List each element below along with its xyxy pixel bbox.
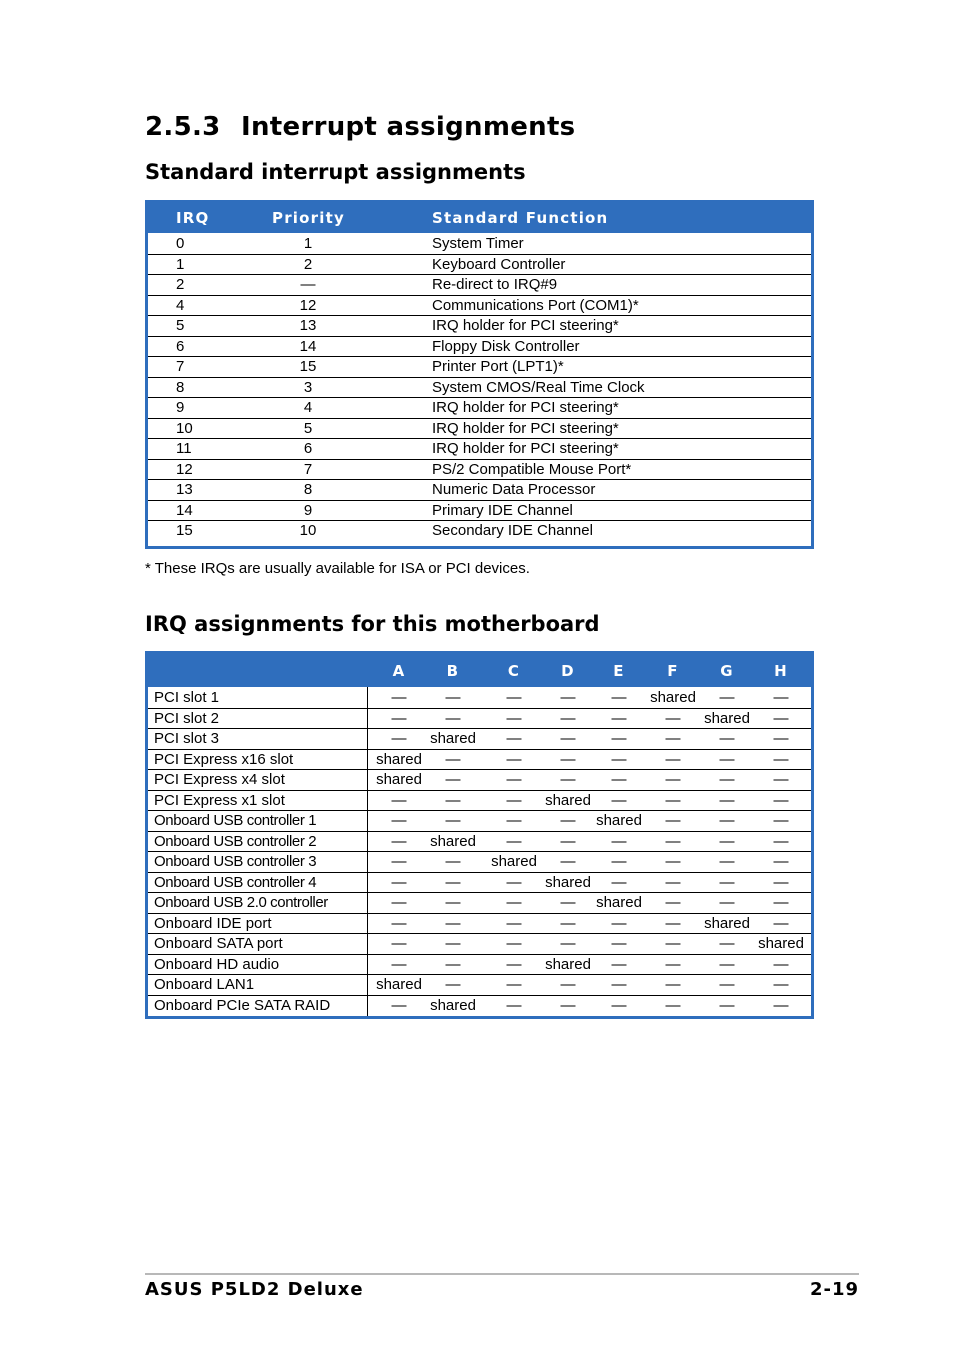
assignment-cell: — [773,976,789,994]
function-cell: PS/2 Compatible Mouse Port* [432,460,632,478]
standard-irq-table [145,200,814,549]
standard-table-header [148,203,811,233]
table-row [148,872,811,893]
function-cell: IRQ holder for PCI steering* [432,317,619,335]
priority-cell: 3 [303,378,313,396]
assignment-cell: — [506,894,522,912]
header-function: Standard Function [432,209,609,227]
table-row [148,974,811,995]
assignment-cell: — [506,935,522,953]
assignment-cell: — [391,709,407,727]
assignment-cell: — [560,750,576,768]
assignment-cell: shared [376,771,422,789]
assignment-cell: — [506,873,522,891]
assignment-cell: shared [596,812,642,830]
assignment-cell: — [773,812,789,830]
device-cell: Onboard USB 2.0 controller [154,894,328,912]
irq-cell: 9 [176,399,185,417]
assignment-cell: shared [650,688,696,706]
table-row [148,687,811,708]
function-cell: System CMOS/Real Time Clock [432,378,645,396]
assignment-cell: — [445,914,461,932]
device-cell: PCI Express x1 slot [154,791,285,809]
function-cell: Primary IDE Channel [432,501,573,519]
column-header: A [392,661,406,680]
irq-cell: 8 [176,378,185,396]
assignment-cell: — [773,996,789,1014]
section-title [145,112,575,142]
priority-cell: 6 [303,440,313,458]
assignment-cell: — [665,935,681,953]
assignment-cell: — [773,894,789,912]
function-cell: IRQ holder for PCI steering* [432,419,619,437]
assignment-cell: shared [545,955,591,973]
footnote: * These IRQs are usually available for ISA or PCI devices. [145,560,530,577]
assignment-cell: — [445,771,461,789]
assignment-cell: — [719,955,735,973]
assignment-cell: — [611,955,627,973]
column-header: F [667,661,679,680]
priority-cell: 13 [299,317,317,335]
assignment-cell: — [391,955,407,973]
assignment-cell: — [560,832,576,850]
function-cell: Printer Port (LPT1)* [432,358,564,376]
assignment-cell: — [506,832,522,850]
assignment-cell: shared [430,730,476,748]
assignment-cell: — [665,976,681,994]
assignment-cell: — [773,914,789,932]
table-row [148,933,811,954]
assignment-cell: — [611,873,627,891]
assignment-cell: — [391,996,407,1014]
footer-divider [145,1273,859,1275]
column-header: D [561,661,575,680]
function-cell: IRQ holder for PCI steering* [432,440,619,458]
assignment-cell: — [391,791,407,809]
irq-cell: 1 [176,255,185,273]
assignment-cell: — [560,894,576,912]
assignment-cell: — [665,894,681,912]
device-cell: PCI slot 1 [154,688,220,706]
board-table-header [148,654,811,687]
assignment-cell: — [665,853,681,871]
assignment-cell: — [560,853,576,871]
board-irq-table [145,651,814,1019]
assignment-cell: — [506,730,522,748]
assignment-cell: shared [596,894,642,912]
assignment-cell: — [773,853,789,871]
assignment-cell: — [506,812,522,830]
assignment-cell: — [665,771,681,789]
device-cell: PCI slot 2 [154,709,220,727]
assignment-cell: — [773,730,789,748]
column-header: C [507,661,521,680]
device-cell: Onboard LAN1 [154,976,255,994]
table-row [148,418,811,439]
table-row [148,500,811,521]
table-row [148,356,811,377]
assignment-cell: — [391,730,407,748]
assignment-cell: — [506,996,522,1014]
table-row [148,336,811,357]
header-irq: IRQ [176,209,210,227]
function-cell: System Timer [432,234,524,252]
assignment-cell: — [506,976,522,994]
assignment-cell: — [665,791,681,809]
priority-cell: 2 [303,255,313,273]
footer-product: ASUS P5LD2 Deluxe [145,1279,364,1300]
board-table-body [148,687,811,1015]
assignment-cell: — [611,935,627,953]
assignment-cell: — [611,730,627,748]
column-header: E [613,661,625,680]
assignment-cell: — [773,791,789,809]
board-heading: IRQ assignments for this motherboard [145,612,600,636]
assignment-cell: — [506,750,522,768]
assignment-cell: — [560,730,576,748]
assignment-cell: — [506,709,522,727]
device-cell: Onboard HD audio [154,955,280,973]
section-title-text: Interrupt assignments [241,112,576,142]
assignment-cell: — [719,976,735,994]
priority-cell: 12 [299,296,317,314]
function-cell: Secondary IDE Channel [432,522,593,540]
assignment-cell: — [445,709,461,727]
assignment-cell: shared [545,873,591,891]
assignment-cell: — [665,812,681,830]
assignment-cell: — [773,873,789,891]
device-cell: Onboard USB controller 3 [154,853,317,871]
table-row [148,459,811,480]
assignment-cell: shared [376,976,422,994]
device-cell: Onboard IDE port [154,914,272,932]
assignment-cell: — [445,955,461,973]
table-row [148,995,811,1016]
assignment-cell: shared [704,914,750,932]
function-cell: Floppy Disk Controller [432,337,580,355]
assignment-cell: shared [430,996,476,1014]
column-header: H [774,661,788,680]
assignment-cell: — [391,873,407,891]
device-cell: Onboard SATA port [154,935,283,953]
irq-cell: 5 [176,317,185,335]
column-header: B [446,661,460,680]
table-row [148,831,811,852]
table-row [148,851,811,872]
function-cell: Numeric Data Processor [432,481,596,499]
irq-cell: 12 [176,460,193,478]
priority-cell: 9 [303,501,313,519]
assignment-cell: — [773,771,789,789]
table-row [148,708,811,729]
assignment-cell: — [445,873,461,891]
assignment-cell: — [445,750,461,768]
assignment-cell: — [665,955,681,973]
device-cell: PCI Express x16 slot [154,750,294,768]
assignment-cell: — [719,771,735,789]
table-row [148,913,811,934]
assignment-cell: — [560,976,576,994]
header-priority: Priority [272,209,345,227]
irq-cell: 10 [176,419,193,437]
assignment-cell: shared [376,750,422,768]
assignment-cell: — [445,976,461,994]
priority-cell: 10 [299,522,317,540]
assignment-cell: — [773,750,789,768]
footer-page-number: 2-19 [809,1279,859,1300]
assignment-cell: — [560,996,576,1014]
assignment-cell: — [665,996,681,1014]
priority-cell: 5 [303,419,313,437]
device-cell: Onboard USB controller 1 [154,812,317,830]
assignment-cell: — [719,996,735,1014]
priority-cell: 1 [303,234,313,252]
table-row [148,377,811,398]
assignment-cell: shared [430,832,476,850]
priority-cell: 14 [299,337,317,355]
irq-cell: 2 [176,276,185,294]
table-row [148,479,811,500]
irq-cell: 13 [176,481,193,499]
assignment-cell: — [719,873,735,891]
table-row [148,728,811,749]
section-number: 2.5.3 [145,112,221,142]
assignment-cell: — [445,791,461,809]
assignment-cell: — [560,812,576,830]
assignment-cell: — [506,688,522,706]
assignment-cell: shared [758,935,804,953]
assignment-cell: — [560,709,576,727]
irq-cell: 4 [176,296,185,314]
table-row [148,295,811,316]
column-divider [367,687,368,1016]
priority-cell: 7 [303,460,313,478]
assignment-cell: — [719,853,735,871]
assignment-cell: — [719,832,735,850]
column-header: G [720,661,734,680]
table-row [148,790,811,811]
table-row [148,810,811,831]
assignment-cell: — [611,771,627,789]
assignment-cell: — [773,832,789,850]
assignment-cell: — [506,955,522,973]
function-cell: Communications Port (COM1)* [432,296,639,314]
function-cell: Re-direct to IRQ#9 [432,276,558,294]
function-cell: Keyboard Controller [432,255,566,273]
device-cell: Onboard PCIe SATA RAID [154,996,331,1014]
device-cell: Onboard USB controller 4 [154,873,317,891]
assignment-cell: — [773,709,789,727]
assignment-cell: — [773,955,789,973]
assignment-cell: — [445,894,461,912]
priority-cell: — [300,276,316,294]
assignment-cell: — [719,730,735,748]
assignment-cell: shared [545,791,591,809]
assignment-cell: — [719,791,735,809]
table-row [148,438,811,459]
assignment-cell: — [391,935,407,953]
assignment-cell: — [611,914,627,932]
standard-heading: Standard interrupt assignments [145,160,526,184]
priority-cell: 4 [303,399,313,417]
assignment-cell: — [506,791,522,809]
assignment-cell: — [611,853,627,871]
assignment-cell: — [611,996,627,1014]
assignment-cell: — [719,894,735,912]
irq-cell: 0 [176,234,185,252]
assignment-cell: — [719,935,735,953]
assignment-cell: — [773,688,789,706]
assignment-cell: — [391,832,407,850]
assignment-cell: — [391,894,407,912]
assignment-cell: — [560,688,576,706]
table-row [148,397,811,418]
table-row [148,749,811,770]
function-cell: IRQ holder for PCI steering* [432,399,619,417]
assignment-cell: — [391,853,407,871]
priority-cell: 15 [299,358,317,376]
assignment-cell: — [506,771,522,789]
table-row [148,233,811,254]
table-row [148,520,811,541]
assignment-cell: shared [704,709,750,727]
device-cell: PCI Express x4 slot [154,771,285,789]
table-row [148,315,811,336]
assignment-cell: — [611,688,627,706]
assignment-cell: — [719,812,735,830]
assignment-cell: — [665,832,681,850]
assignment-cell: — [445,853,461,871]
assignment-cell: — [391,812,407,830]
priority-cell: 8 [303,481,313,499]
assignment-cell: — [506,914,522,932]
assignment-cell: — [611,750,627,768]
assignment-cell: — [611,791,627,809]
assignment-cell: — [665,750,681,768]
irq-cell: 11 [176,440,192,458]
irq-cell: 15 [176,522,193,540]
assignment-cell: — [560,771,576,789]
table-row [148,274,811,295]
assignment-cell: — [445,812,461,830]
assignment-cell: — [560,914,576,932]
table-row [148,254,811,275]
standard-table-body [148,233,811,541]
assignment-cell: — [665,873,681,891]
assignment-cell: — [560,935,576,953]
assignment-cell: — [665,709,681,727]
assignment-cell: — [611,709,627,727]
assignment-cell: — [611,832,627,850]
table-row [148,954,811,975]
irq-cell: 7 [176,358,185,376]
assignment-cell: — [391,914,407,932]
assignment-cell: — [719,688,735,706]
table-row [148,769,811,790]
irq-cell: 6 [176,337,185,355]
device-cell: Onboard USB controller 2 [154,832,317,850]
assignment-cell: — [445,935,461,953]
assignment-cell: shared [491,853,537,871]
assignment-cell: — [665,730,681,748]
assignment-cell: — [719,750,735,768]
assignment-cell: — [391,688,407,706]
device-cell: PCI slot 3 [154,730,220,748]
table-row [148,892,811,913]
assignment-cell: — [611,976,627,994]
assignment-cell: — [445,688,461,706]
assignment-cell: — [665,914,681,932]
irq-cell: 14 [176,501,193,519]
